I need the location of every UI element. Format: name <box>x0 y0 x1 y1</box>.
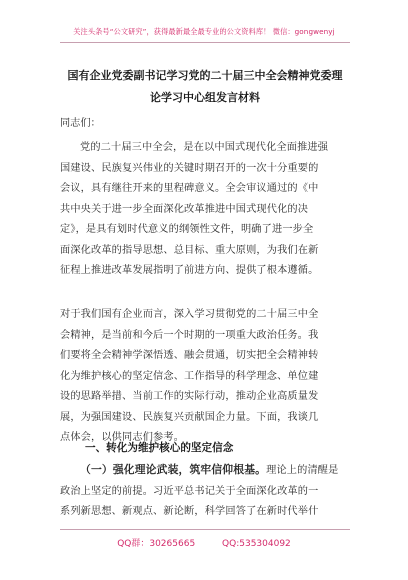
paragraph-line: 们要将全会精神学深悟透、融会贯通，切实把全会精神转 <box>60 350 319 361</box>
paragraph-line: 展，为强国建设、民族复兴贡献国企力量。下面，我谈几 <box>60 411 319 423</box>
paragraph-line: 设的思路举措、当前工作的实际行动，推动企业高质量发 <box>60 391 319 402</box>
paragraph-line-rest: 理论上的清醒是 <box>266 465 339 476</box>
footer-qq-group[interactable]: QQ群：30265665 <box>117 539 196 549</box>
paragraph-line <box>60 460 350 482</box>
paragraph-line: 定》，是具有划时代意义的纲领性文件，明确了进一步全 <box>60 224 314 235</box>
paragraph-line: 化为维护核心的坚定信念、工作指导的科学理念、单位建 <box>60 370 319 382</box>
paragraph-line: 征程上推进改革发展指明了前进方向、提供了根本遵循。 <box>60 265 319 276</box>
paragraph-2 <box>60 305 350 449</box>
paragraph-3 <box>60 460 350 523</box>
header-banner[interactable]: 关注头条号“公文研究”，获得最新最全最专业的公文资料库！ 微信：gongwenyj <box>73 27 335 36</box>
paragraph-line: 会议，具有继往开来的里程碑意义。全会审议通过的《中 <box>60 183 319 194</box>
paragraph-line: 共中央关于进一步全面深化改革推进中国式现代化的决 <box>60 203 309 215</box>
section-heading-1: 一、转化为维护核心的坚定信念 <box>85 442 234 454</box>
footer-qq-number[interactable]: QQ:535304092 <box>222 539 291 549</box>
paragraph-line: 点体会，以供同志们参考。 <box>60 432 185 443</box>
paragraph-line: 政治上坚定的前提。习近平总书记关于全面深化改革的一 <box>60 485 319 497</box>
document-title-line-2: 论学习中心组发言材料 <box>150 91 260 104</box>
header-divider <box>60 42 350 43</box>
document-title-line-1: 国有企业党委副书记学习党的二十届三中全会精神党委理 <box>67 69 343 82</box>
footer-divider <box>60 529 350 530</box>
paragraph-line: 国建设、民族复兴伟业的关键时期召开的一次十分重要的 <box>60 162 319 174</box>
greeting: 同志们： <box>60 118 101 129</box>
paragraph-line: 面深化改革的指导思想、总目标、重大原则，为我们在新 <box>60 244 319 256</box>
paragraph-line: 会精神，是当前和今后一个时期的一项重大政治任务。我 <box>60 329 319 341</box>
paragraph-line: 党的二十届三中全会，是在以中国式现代化全面推进强 <box>80 142 329 153</box>
subheading-lead: （一）强化理论武装，筑牢信仰根基。 <box>80 463 267 476</box>
footer-contact <box>0 536 408 549</box>
paragraph-line: 系列新思想、新观点、新论断，科学回答了在新时代举什 <box>60 506 319 517</box>
paragraph-line: 对于我们国有企业而言，深入学习贯彻党的二十届三中全 <box>60 309 319 320</box>
paragraph-1 <box>60 138 350 282</box>
